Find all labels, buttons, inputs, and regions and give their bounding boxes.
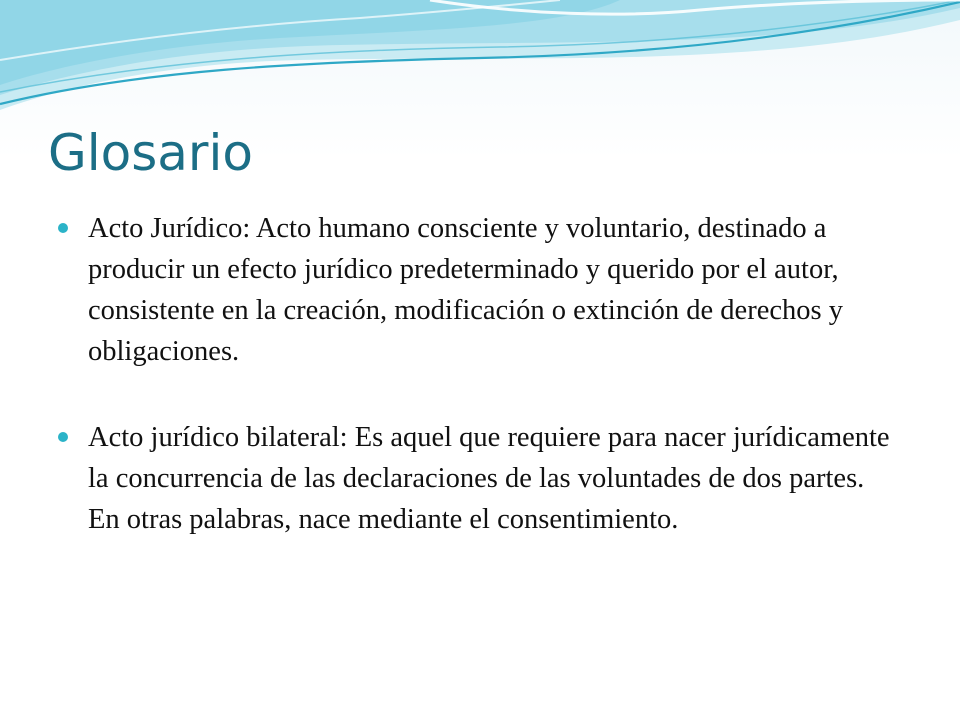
bullet-list bbox=[58, 208, 918, 585]
bullet-item bbox=[58, 417, 918, 540]
bullet-text: Acto Jurídico: Acto humano consciente y voluntario, destinado a producir un efecto jurídico predeterminado y querido por el autor, consistente en la creación, modificación o extinción de derechos y obligaciones. bbox=[88, 213, 843, 367]
bullet-item bbox=[58, 208, 918, 372]
header-wave-decoration bbox=[0, 0, 960, 130]
bullet-dot-icon bbox=[58, 432, 68, 442]
bullet-dot-icon bbox=[58, 223, 68, 233]
slide-title: Glosario bbox=[48, 124, 253, 182]
bullet-text: Acto jurídico bilateral: Es aquel que requiere para nacer jurídicamente la concurrencia de las declaraciones de las voluntades de dos partes. En otras palabras, nace mediante el consentimiento. bbox=[88, 422, 890, 535]
